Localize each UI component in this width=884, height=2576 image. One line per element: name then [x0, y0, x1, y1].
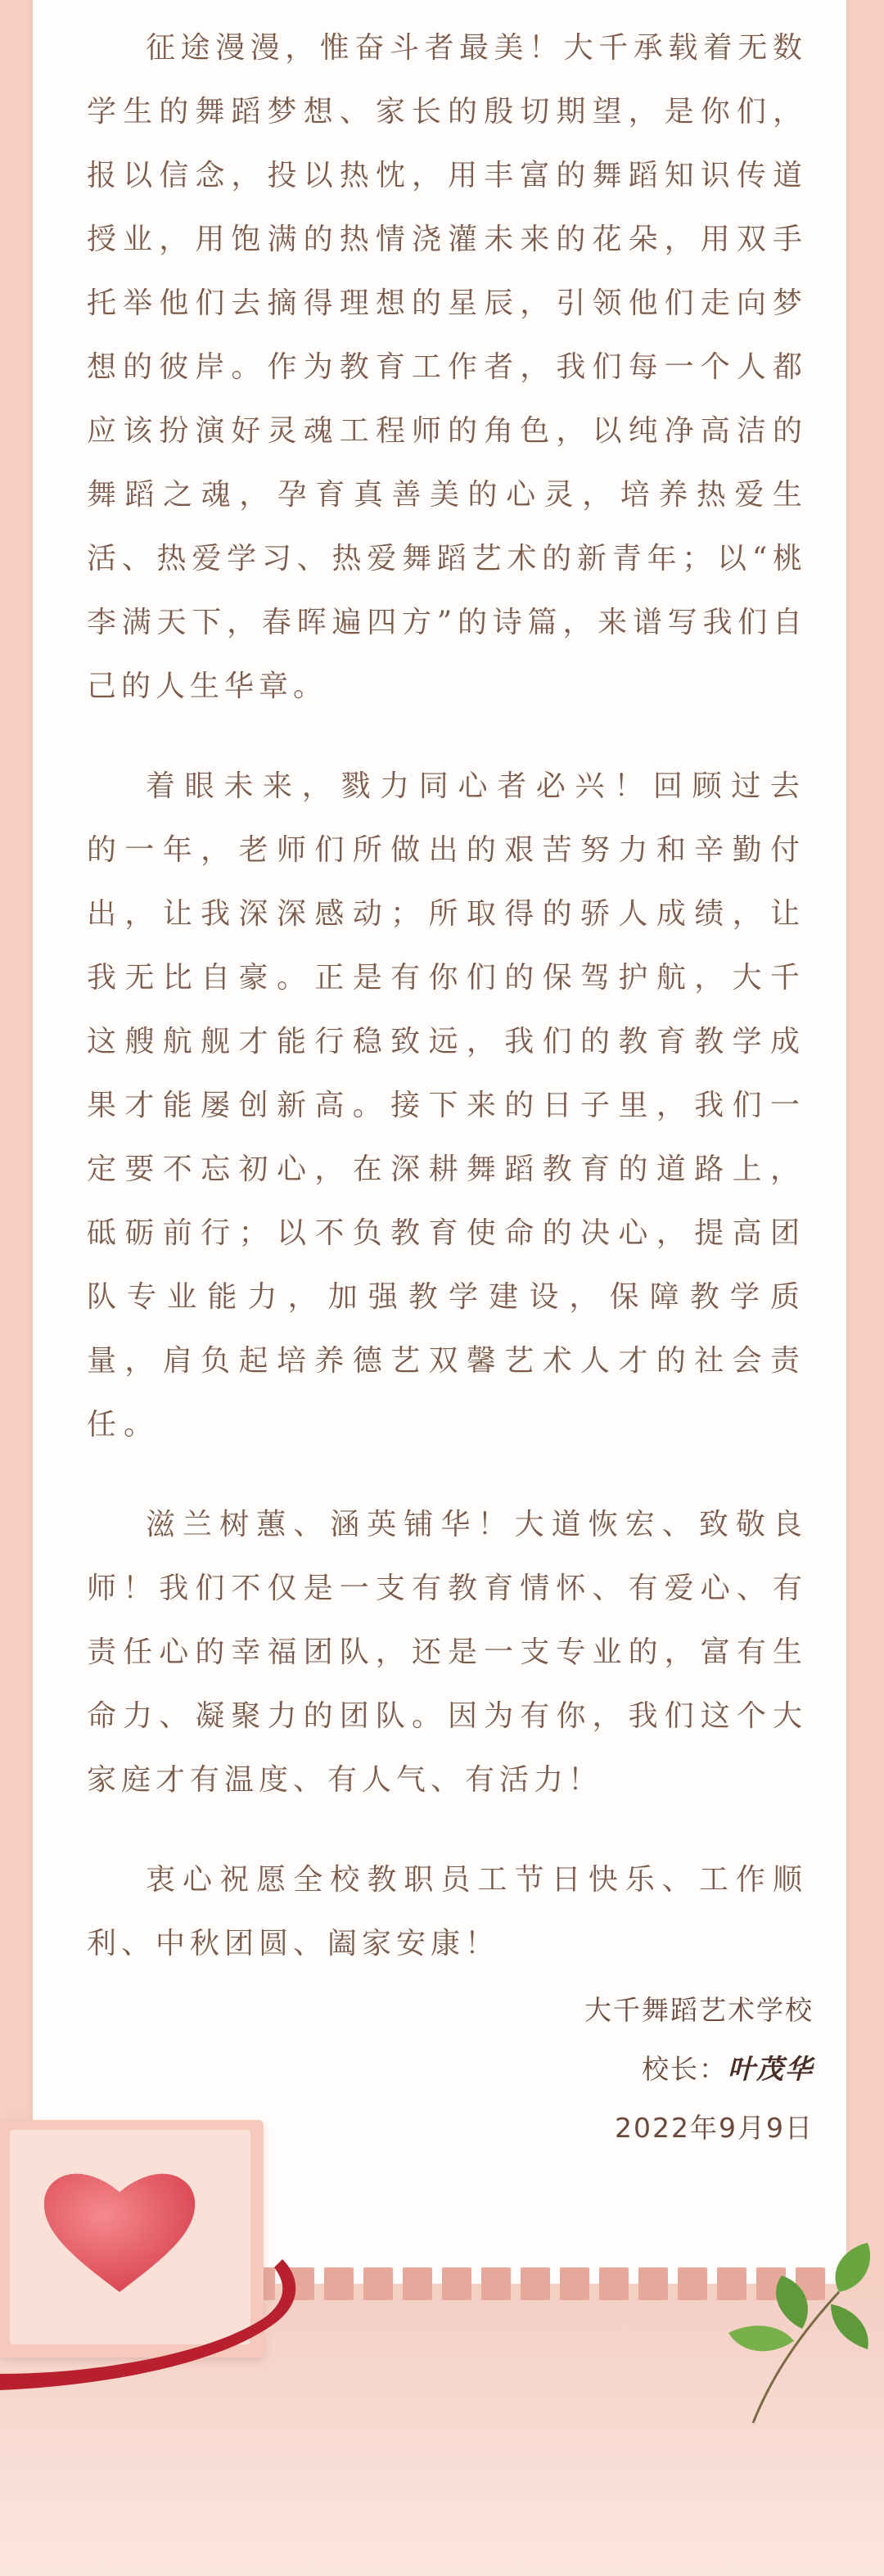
leaves-decoration	[671, 2243, 884, 2431]
paper-edge-left	[29, 0, 33, 2284]
principal-line	[584, 2040, 814, 2099]
paper-edge-right	[846, 0, 850, 2284]
letter-body	[87, 16, 807, 2012]
letter-paragraph-4: 衷心祝愿全校教职员工节日快乐、工作顺利、中秋团圆、阖家安康！	[87, 1863, 807, 1960]
letter-paragraph-1: 征途漫漫，惟奋斗者最美！大千承载着无数学生的舞蹈梦想、家长的殷切期望，是你们，报以信念，投以热忱，用丰富的舞蹈知识传道授业，用饱满的热情浇灌未来的花朵，用双手托举他们去摘得理想的星辰，引领他们走向梦想的彼岸。作为教育工作者，我们每一个人都应该扮演好灵魂工程师的角色，以纯净高洁的舞蹈之魂，孕育真善美的心灵，培养热爱生活、热爱学习、热爱舞蹈艺术的新青年；以“桃李满天下，春晖遍四方”的诗篇，来谱写我们自己的人生华章。	[87, 31, 807, 703]
letter-date: 2022年9月9日	[615, 2112, 814, 2144]
signature-block	[584, 1981, 814, 2158]
principal-name: 叶茂华	[728, 2053, 814, 2085]
letter-paragraph-3: 滋兰树蕙、涵英铺华！大道恢宏、致敬良师！我们不仅是一支有教育情怀、有爱心、有责任心的幸福团队，还是一支专业的，富有生命力、凝聚力的团队。因为有你，我们这个大家庭才有温度、有人气、有活力！	[87, 1508, 807, 1797]
school-name: 大千舞蹈艺术学校	[584, 1994, 814, 2026]
ribbon-decoration	[0, 2243, 311, 2407]
background-stripe-right	[850, 0, 884, 2576]
principal-label: 校长：	[642, 2053, 728, 2085]
letter-paragraph-2: 着眼未来，戮力同心者必兴！回顾过去的一年，老师们所做出的艰苦努力和辛勤付出，让我深深感动；所取得的骄人成绩，让我无比自豪。正是有你们的保驾护航，大千这艘航舰才能行稳致远，我们的教育教学成果才能屡创新高。接下来的日子里，我们一定要不忘初心，在深耕舞蹈教育的道路上，砥砺前行；以不负教育使命的决心，提高团队专业能力，加强教学建设，保障教学质量，肩负起培养德艺双馨艺术人才的社会责任。	[87, 769, 807, 1441]
